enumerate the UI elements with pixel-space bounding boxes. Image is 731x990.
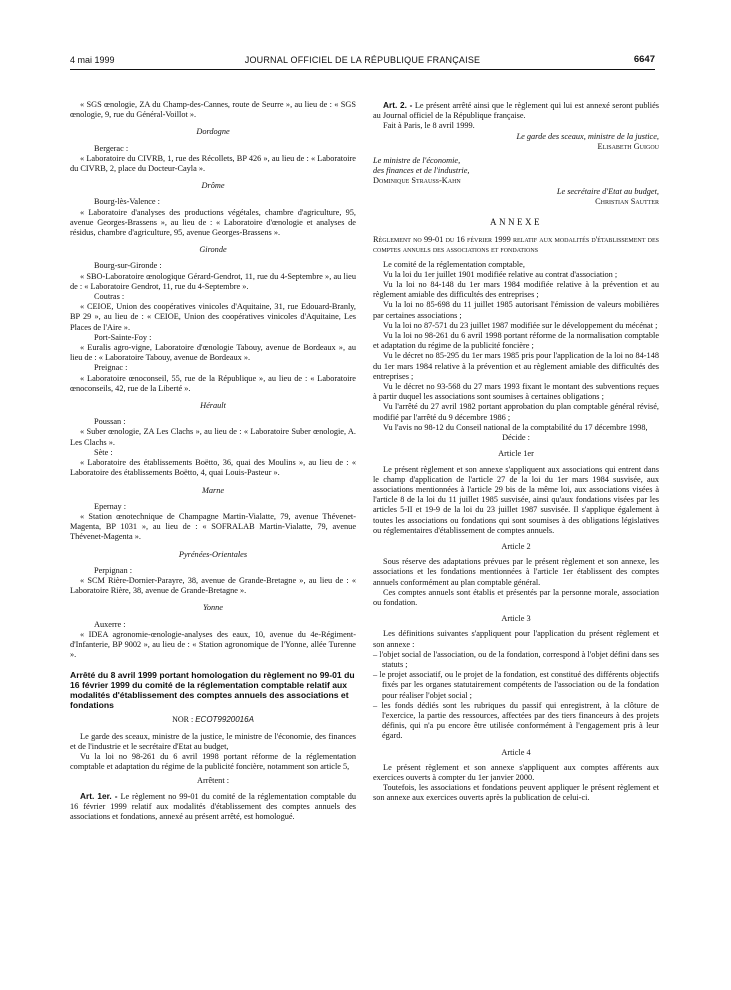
- paragraph: « SGS œnologie, ZA du Champ-des-Cannes, route de Seurre », au lieu de : « SGS œnologie, 9, rue du Général-Voillot ».: [70, 100, 356, 120]
- locality: Bourg-sur-Gironde :: [94, 261, 162, 271]
- header-journal-title: JOURNAL OFFICIEL DE LA RÉPUBLIQUE FRANÇAISE: [244, 55, 481, 65]
- arretent-heading: Arrêtent :: [196, 776, 230, 786]
- locality: Poussan :: [94, 417, 126, 427]
- definition-item: – l'objet social de l'association, ou de la fondation, correspond à l'objet défini dans ses statuts ;: [373, 649, 659, 669]
- signatory-name: Dominique Strauss-Kahn: [373, 176, 461, 186]
- paragraph: « SCM Rière-Dornier-Parayre, 38, avenue de Grande-Bretagne », au lieu de : « Laboratoire Rière, 38, avenue de Grande-Bretagne ».: [70, 575, 356, 596]
- department-heading: Yonne: [203, 603, 223, 613]
- nor-reference: [70, 715, 356, 725]
- locality: Auxerre :: [94, 619, 126, 629]
- paragraph: « IDEA agronomie-œnologie-analyses des eaux, 10, avenue du 4e-Régiment-d'Infanterie, BP 9002 », au lieu de : « Station agronomique de l'Yonne, allée Turenne ».: [70, 629, 356, 660]
- nor-label: NOR :: [172, 715, 194, 725]
- visa: Vu l'avis no 98-12 du Conseil national de la comptabilité du 17 décembre 1998,: [383, 422, 648, 432]
- paragraph: Vu la loi no 98-261 du 6 avril 1998 portant réforme de la réglementation comptable et adaptation du régime de la publicité foncière, notamment son article 5,: [70, 751, 356, 772]
- paragraph: Fait à Paris, le 8 avril 1999.: [383, 121, 475, 131]
- locality: Preignac :: [94, 363, 128, 373]
- paragraph: « Laboratoire du CIVRB, 1, rue des Récollets, BP 426 », au lieu de : « Laboratoire du CIVRB, 2, place du Docteur-Cayla ».: [70, 153, 356, 174]
- signatory-name: Christian Sautter: [595, 196, 659, 206]
- locality: Bourg-lès-Valence :: [94, 197, 160, 207]
- article-2-paragraph: [373, 100, 659, 121]
- article-heading: Article 2: [501, 541, 531, 551]
- signatory-title: des finances et de l'industrie,: [373, 166, 470, 176]
- signatory-title: Le secrétaire d'Etat au budget,: [556, 186, 659, 196]
- locality: Bergerac :: [94, 143, 129, 153]
- paragraph: Le comité de la réglementation comptable,: [383, 259, 525, 269]
- reglement-title: Règlement no 99-01 du 16 février 1999 relatif aux modalités d'établissement des comptes annuels des associations et fondations: [373, 235, 659, 255]
- department-heading: Dordogne: [196, 127, 230, 137]
- paragraph: « Laboratoire œnoconseil, 55, rue de la République », au lieu de : « Laboratoire œnoconseils, 42, rue de la Liberté ».: [70, 373, 356, 393]
- header-rule: [70, 69, 655, 70]
- paragraph: Sous réserve des adaptations prévues par le présent règlement et son annexe, les associations et les fondations mentionnées à l'article 1er établissent des comptes annuels conformément au plan comptable général.: [373, 557, 659, 587]
- paragraph: Le garde des sceaux, ministre de la justice, le ministre de l'économie, des finances et de l'industrie et le secrétaire d'Etat au budget,: [70, 731, 356, 751]
- paragraph: « SBO-Laboratoire œnologique Gérard-Gendrot, 11, rue du 4-Septembre », au lieu de : « Laboratoire Gendrot, 11, rue du 4-Septembre ».: [70, 271, 356, 291]
- nor-code: ECOT9920016A: [195, 715, 254, 725]
- paragraph: « Euralis agro-vigne, Laboratoire d'œnologie Tabouy, avenue de Bordeaux », au lieu de : « Laboratoire Tabouy, avenue de Bordeaux ».: [70, 343, 356, 363]
- department-heading: Drôme: [201, 181, 225, 191]
- definition-item: – les fonds dédiés sont les rubriques du passif qui enregistrent, à la clôture de l'exercice, la partie des ressources, affectées par des tiers financeurs à des projets définis, qui n'a pu encore être utilisée conformément à l'engagement pris à leur égard.: [373, 700, 659, 741]
- header-date: 4 mai 1999: [70, 55, 115, 65]
- locality: Port-Sainte-Foy :: [94, 332, 152, 342]
- visa: Vu la loi no 85-698 du 11 juillet 1985 autorisant l'émission de valeurs mobilières par certaines associations ;: [373, 300, 659, 320]
- decree-title: Arrêté du 8 avril 1999 portant homologation du règlement no 99-01 du 16 février 1999 du comité de la réglementation comptable relatif aux modalités d'établissement des comptes annuels des associations et fondations: [70, 670, 355, 711]
- visa: Vu la loi no 98-261 du 6 avril 1998 portant réforme de la normalisation comptable et adaptation du régime de la publicité foncière ;: [373, 331, 659, 351]
- paragraph: « Laboratoire des établissements Boëtto, 36, quai des Moulins », au lieu de : « Laboratoire des établissements Boëtto, 4, quai Louis-Pasteur ».: [70, 458, 356, 478]
- locality: Perpignan :: [94, 565, 133, 575]
- visa: Vu le décret no 85-295 du 1er mars 1985 pris pour l'application de la loi no 84-148 du 1er mars 1984 relative à la prévention et au règlement amiable des difficultés des entreprises ;: [373, 351, 659, 381]
- paragraph: Ces comptes annuels sont établis et présentés par la personne morale, association ou fondation.: [373, 587, 659, 607]
- paragraph: « CEIOE, Union des coopératives vinicoles d'Aquitaine, 31, rue Edouard-Branly, BP 29 », au lieu de : « CEIOE, Union des coopératives vinicoles d'Aquitaine, Les Places de l'Aire ».: [70, 302, 356, 332]
- article-label: Art. 1er. -: [80, 790, 118, 801]
- article-heading: Article 4: [501, 747, 531, 757]
- header-page-number: 6647: [633, 54, 655, 65]
- article-heading: Article 1er: [498, 449, 534, 459]
- paragraph: Toutefois, les associations et fondations peuvent appliquer le présent règlement et son annexe aux exercices ouverts après la publication de celui-ci.: [373, 783, 659, 803]
- visa: Vu la loi no 84-148 du 1er mars 1984 modifiée relative à la prévention et au règlement amiable des difficultés des entreprises ;: [373, 280, 659, 300]
- locality: Sète :: [94, 447, 113, 457]
- right-column: [373, 100, 659, 804]
- department-heading: Hérault: [200, 401, 226, 411]
- left-column: [70, 100, 356, 822]
- visa: Vu l'arrêté du 27 avril 1982 portant approbation du plan comptable général révisé, modifié par l'arrêté du 9 décembre 1986 ;: [373, 402, 659, 422]
- department-heading: Marne: [201, 485, 225, 495]
- page-header: [70, 52, 655, 68]
- department-heading: Gironde: [199, 245, 227, 255]
- decide-heading: Décide :: [502, 433, 530, 443]
- visa: Vu le décret no 93-568 du 27 mars 1993 fixant le montant des subventions reçues à partir duquel les associations sont soumises à certaines obligations ;: [373, 382, 659, 402]
- paragraph: « Laboratoire d'analyses des productions végétales, chambre d'agriculture, 95, avenue Georges-Brassens », au lieu de : « Laboratoire d'œnologie et analyses de résidus, chambre d'agriculture, 95, avenue Georges-Brassens ».: [70, 207, 356, 238]
- article-label: Art. 2. -: [383, 100, 413, 110]
- article-text: Le règlement no 99-01 du comité de la réglementation comptable du 16 février 1999 relatif aux modalités d'établissement des comptes annuels des associations et fondations, annexé au présent arrêté, est homologué.: [70, 791, 356, 821]
- paragraph: « Station œnotechnique de Champagne Martin-Vialatte, 79, avenue Thévenet-Magenta, BP 1031 », au lieu de : « SOFRALAB Martin-Vialatte, 79, avenue Thévenet-Magenta ».: [70, 511, 356, 542]
- department-heading: Pyrénées-Orientales: [178, 549, 248, 559]
- paragraph: Le présent règlement et son annexe s'appliquent aux comptes afférents aux exercices ouverts à compter du 1er janvier 2000.: [373, 762, 659, 782]
- article-1-paragraph: [70, 791, 356, 823]
- signatory-title: Le garde des sceaux, ministre de la justice,: [516, 131, 659, 141]
- paragraph: « Suber œnologie, ZA Les Clachs », au lieu de : « Laboratoire Suber œnologie, A. Les Clachs ».: [70, 427, 356, 447]
- visa: Vu la loi no 87-571 du 23 juillet 1987 modifiée sur le développement du mécénat ;: [383, 320, 658, 330]
- signatory-name: Elisabeth Guigou: [597, 141, 659, 151]
- visa: Vu la loi du 1er juillet 1901 modifiée relative au contrat d'association ;: [383, 269, 618, 279]
- article-heading: Article 3: [501, 614, 531, 624]
- paragraph: Le présent règlement et son annexe s'appliquent aux associations qui entrent dans le champ d'application de l'article 27 de la loi du 1er mars 1984 susvisée, aux associations mentionnées à l'article 29 bis de la même loi, aux associations visées à l'article 8 de la loi du 11 juillet 1985 susvisée, ainsi qu'aux fondations visées par les articles 5-II et 19-9 de la loi du 23 juillet 1987 susvisée. Il s'applique également à toutes les associations ou fondations qui sont soumises à des obligations législatives ou réglementaires d'établissement de comptes annuels.: [373, 464, 659, 535]
- locality: Coutras :: [94, 292, 125, 302]
- article-text: Le présent arrêté ainsi que le règlement qui lui est annexé seront publiés au Journal officiel de la République française.: [373, 101, 660, 121]
- locality: Epernay :: [94, 501, 127, 511]
- paragraph: Les définitions suivantes s'appliquent pour l'application du présent règlement et son annexe :: [373, 629, 659, 649]
- definition-item: – le projet associatif, ou le projet de la fondation, est constitué des différents objectifs fixés par les organes statutairement compétents de l'association ou de la fondation pour réaliser l'objet social ;: [373, 670, 659, 700]
- annexe-heading: ANNEXE: [490, 217, 542, 228]
- signatory-title: Le ministre de l'économie,: [373, 156, 461, 166]
